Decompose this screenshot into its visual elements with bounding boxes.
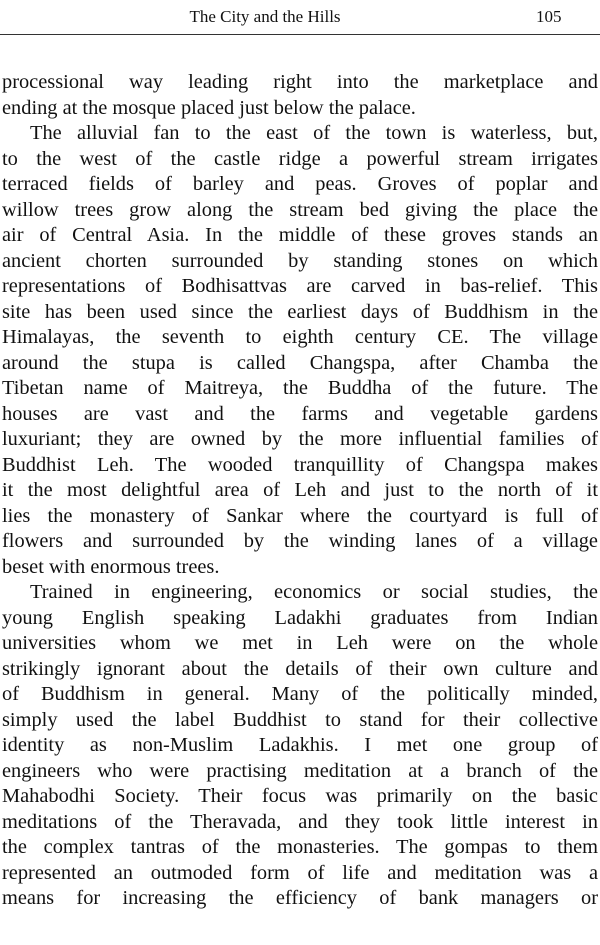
- text-line: represented an outmoded form of life and meditation was a: [2, 861, 598, 884]
- text-line: meditations of the Theravada, and they took little interest in: [2, 810, 598, 833]
- text-line: site has been used since the earliest days of Buddhism in the: [2, 300, 598, 323]
- header-rule: [0, 34, 600, 35]
- running-title: The City and the Hills: [189, 7, 341, 26]
- text-line: air of Central Asia. In the middle of these groves stands an: [2, 224, 598, 246]
- text-line: it the most delightful area of Leh and just to the north of it: [2, 479, 598, 501]
- text-line: beset with enormous trees.: [2, 555, 220, 578]
- text-line: flowers and surrounded by the winding lanes of a village: [2, 530, 598, 552]
- text-line: luxuriant; they are owned by the more influential families of: [2, 428, 598, 450]
- text-line: of Buddhism in general. Many of the politically minded,: [2, 683, 598, 705]
- text-line: around the stupa is called Changspa, after Chamba the: [2, 351, 598, 374]
- text-line: The alluvial fan to the east of the town is waterless, but,: [30, 122, 598, 144]
- text-line: willow trees grow along the stream bed giving the place the: [2, 198, 598, 221]
- text-line: terraced fields of barley and peas. Groves of poplar and: [2, 173, 598, 195]
- page-number: 105: [536, 7, 562, 26]
- text-line: processional way leading right into the marketplace and: [2, 71, 598, 93]
- text-line: ancient chorten surrounded by standing stones on which: [2, 249, 598, 272]
- text-line: identity as non-Muslim Ladakhis. I met one group of: [2, 734, 598, 756]
- text-line: Tibetan name of Maitreya, the Buddha of the future. The: [2, 377, 598, 399]
- text-line: engineers who were practising meditation at a branch of the: [2, 759, 598, 782]
- text-line: means for increasing the efficiency of bank managers or: [2, 887, 598, 909]
- text-line: representations of Bodhisattvas are carved in bas-relief. This: [2, 275, 598, 297]
- body-text: [2, 70, 598, 912]
- text-line: Trained in engineering, economics or social studies, the: [30, 581, 598, 603]
- text-line: to the west of the castle ridge a powerful stream irrigates: [2, 147, 598, 170]
- text-line: universities whom we met in Leh were on the whole: [2, 632, 598, 654]
- text-line: Himalayas, the seventh to eighth century CE. The village: [2, 326, 598, 348]
- text-line: young English speaking Ladakhi graduates from Indian: [2, 606, 598, 629]
- text-line: simply used the label Buddhist to stand for their collective: [2, 708, 598, 731]
- text-line: Buddhist Leh. The wooded tranquillity of Changspa makes: [2, 453, 598, 476]
- text-line: Mahabodhi Society. Their focus was primarily on the basic: [2, 785, 598, 807]
- text-line: strikingly ignorant about the details of their own culture and: [2, 657, 598, 680]
- text-line: houses are vast and the farms and vegetable gardens: [2, 402, 598, 425]
- running-head: [0, 6, 600, 28]
- text-line: lies the monastery of Sankar where the courtyard is full of: [2, 504, 598, 527]
- text-line: ending at the mosque placed just below the palace.: [2, 96, 416, 119]
- text-line: the complex tantras of the monasteries. The gompas to them: [2, 836, 598, 858]
